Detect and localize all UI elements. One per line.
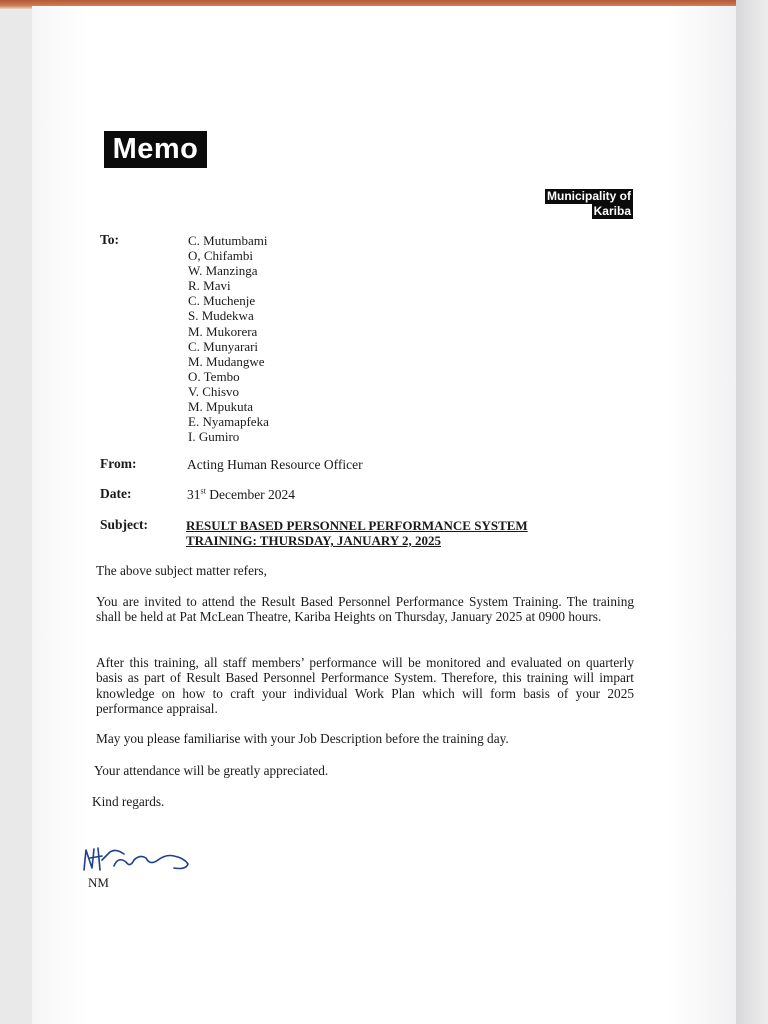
subject-text [186, 518, 528, 548]
organization-name [545, 189, 633, 219]
date-label: Date: [100, 486, 132, 501]
recipient: C. Mutumbami [188, 233, 268, 248]
organization-line-2: Kariba [593, 204, 631, 218]
recipient: M. Mudangwe [188, 353, 265, 369]
recipient: O, Chifambi [188, 248, 253, 264]
date-suffix: st [200, 486, 206, 496]
recipient: R. Mavi [188, 278, 231, 294]
recipient: O. Tembo [188, 368, 240, 384]
date-value [187, 487, 295, 503]
signer-initials: NM [88, 875, 109, 890]
paragraph-invitation: You are invited to attend the Result Based Personnel Performance System Training. The training shall be held at Pat McLean Theatre, Kariba Heights on Thursday, January 2025 at 0900 hours. [96, 594, 634, 625]
paragraph-closing: Kind regards. [92, 794, 165, 809]
recipient: W. Manzinga [188, 263, 258, 279]
subject-label: Subject: [100, 517, 148, 532]
recipient: C. Munyarari [188, 338, 259, 354]
recipient: M. Mpukuta [188, 399, 253, 415]
recipient: M. Mukorera [188, 323, 258, 339]
recipient: C. Muchenje [188, 293, 256, 309]
recipient: V. Chisvo [188, 383, 240, 399]
organization-line-1: Municipality of [547, 189, 631, 203]
recipient: S. Mudekwa [188, 308, 254, 324]
paragraph-job-description: May you please familiarise with your Job Description before the training day. [96, 731, 509, 746]
subject-line-2: TRAINING: THURSDAY, JANUARY 2, 2025 [186, 533, 442, 548]
recipient: I. Gumiro [188, 429, 240, 445]
paragraph-details: After this training, all staff members’ performance will be monitored and evaluated on quarterly basis as part of Result Based Personnel Performance System. Therefore, this training will impart knowledge on how to craft your individual Work Plan which will form basis of your 2025 performance appraisal. [96, 655, 634, 717]
date-month-year: December 2024 [205, 487, 296, 502]
paragraph-intro: The above subject matter refers, [96, 563, 267, 578]
page-right-edge [736, 0, 768, 1024]
from-label: From: [100, 456, 137, 471]
from-value: Acting Human Resource Officer [187, 457, 363, 472]
recipient-list [188, 233, 269, 444]
paragraph-attendance: Your attendance will be greatly appreciated. [94, 763, 329, 778]
date-day: 31 [187, 487, 201, 502]
recipient: E. Nyamapfeka [188, 414, 269, 430]
subject-line-1: RESULT BASED PERSONNEL PERFORMANCE SYSTEM [186, 518, 528, 533]
handwritten-signature [80, 844, 200, 878]
memo-title-badge: Memo [104, 131, 207, 168]
to-label: To: [100, 232, 120, 247]
